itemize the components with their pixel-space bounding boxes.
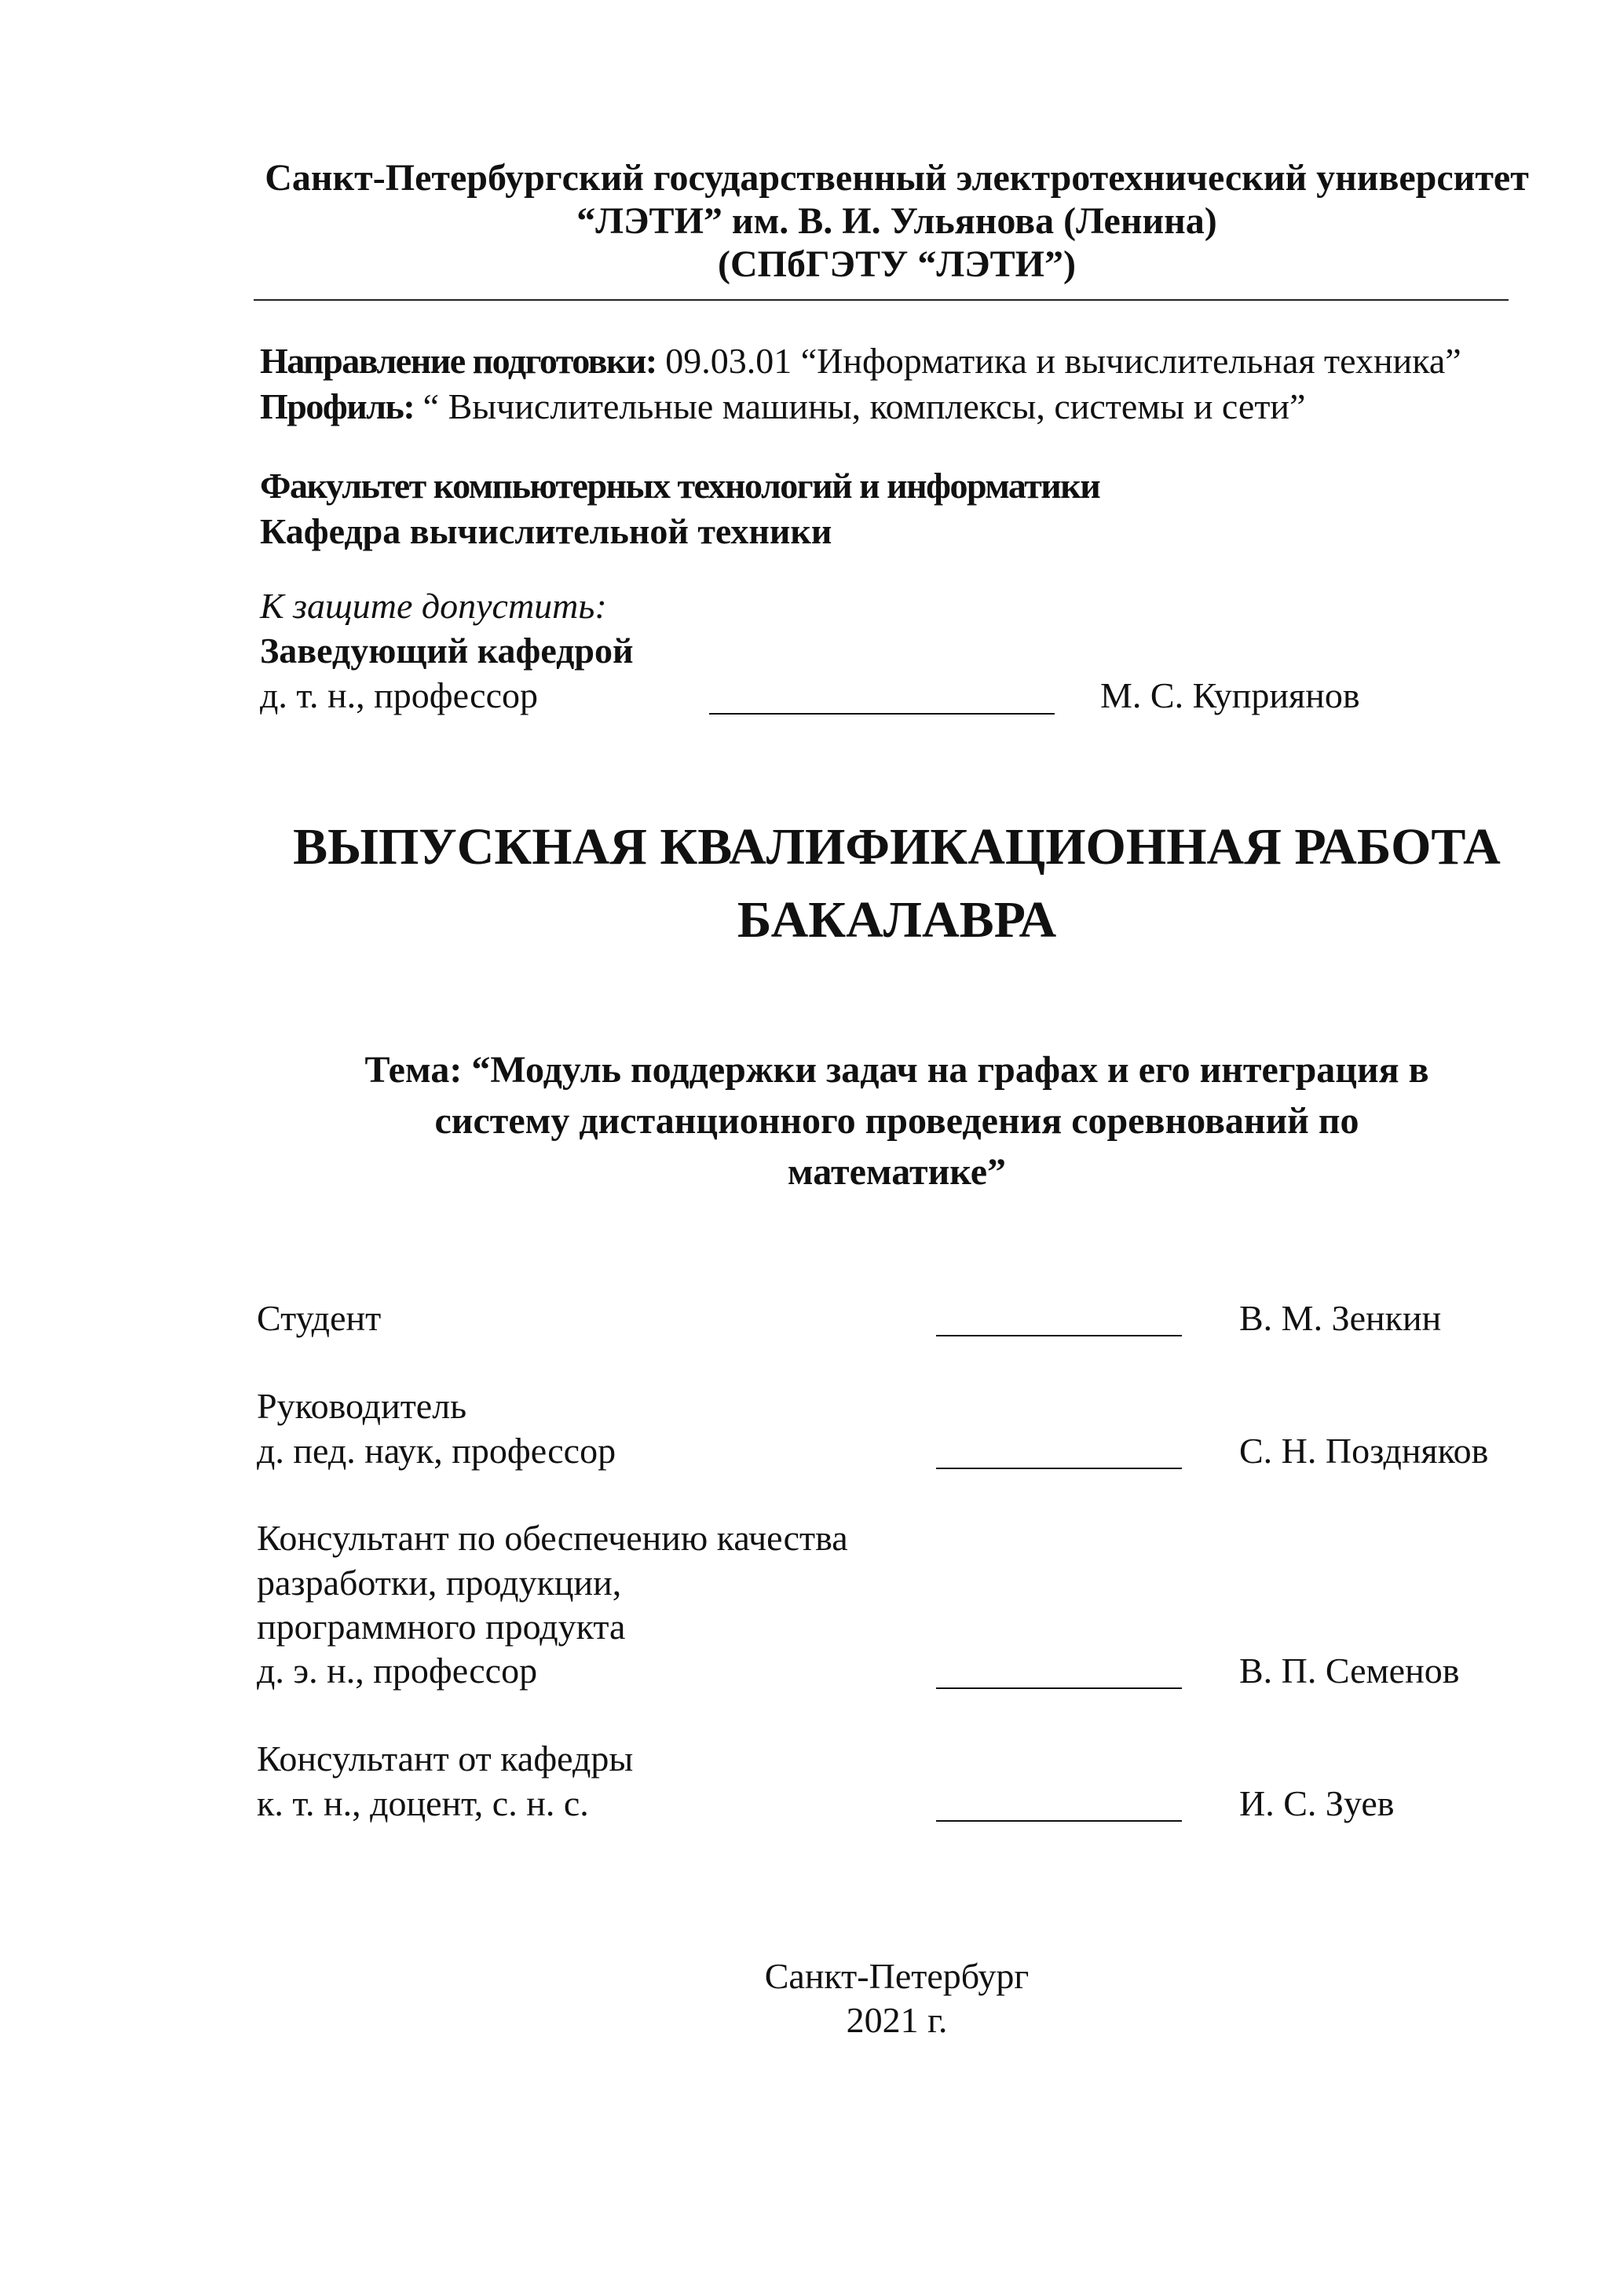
topic-line2: систему дистанционного проведения соревнований по (434, 1100, 1359, 1142)
supervisor-signature-line (936, 1468, 1182, 1469)
qa-consultant-role-line2: разработки, продукции, (257, 1563, 622, 1603)
thesis-title-line1: ВЫПУСКНАЯ КВАЛИФИКАЦИОННАЯ РАБОТА (293, 818, 1501, 876)
head-signature-line (709, 713, 1055, 715)
supervisor-name: С. Н. Поздняков (1239, 1431, 1489, 1471)
dept-consultant-degree: к. т. н., доцент, с. н. с. (257, 1783, 589, 1823)
direction-row (260, 338, 1461, 384)
direction-label: Направление подготовки: (260, 341, 657, 381)
head-of-department-name: М. С. Куприянов (1100, 675, 1360, 715)
student-role: Студент (257, 1298, 382, 1338)
faculty-name: Факультет компьютерных технологий и информатики (260, 466, 1100, 506)
dept-consultant-name: И. С. Зуев (1239, 1783, 1395, 1823)
qa-consultant-role-line1: Консультант по обеспечению качества (257, 1518, 848, 1558)
supervisor-role: Руководитель (257, 1386, 467, 1426)
profile-row (260, 384, 1305, 430)
head-of-department-degree: д. т. н., профессор (260, 675, 538, 715)
topic-line3: математике” (787, 1151, 1007, 1193)
university-name-line2: “ЛЭТИ” им. В. И. Ульянова (Ленина) (576, 200, 1217, 242)
dept-consultant-role: Консультант от кафедры (257, 1738, 634, 1779)
profile-value: “ Вычислительные машины, комплексы, системы и сети” (414, 386, 1306, 426)
profile-label: Профиль: (260, 386, 415, 426)
head-of-department-title: Заведующий кафедрой (260, 631, 634, 671)
footer-city: Санкт-Петербург (764, 1956, 1030, 1996)
student-name: В. М. Зенкин (1239, 1298, 1442, 1338)
supervisor-degree: д. пед. наук, профессор (257, 1431, 616, 1471)
topic-line1: Тема: “Модуль поддержки задач на графах и его интеграция в (364, 1049, 1429, 1091)
department-name: Кафедра вычислительной техники (260, 511, 832, 551)
qa-consultant-signature-line (936, 1687, 1182, 1689)
direction-value: 09.03.01 “Информатика и вычислительная техника” (656, 341, 1461, 381)
header-divider (254, 299, 1509, 301)
university-name-line1: Санкт-Петербургский государственный электротехнический университет (265, 157, 1529, 199)
admit-to-defense-label: К защите допустить: (260, 586, 607, 626)
student-signature-line (936, 1335, 1182, 1336)
footer-year: 2021 г. (846, 2000, 948, 2040)
qa-consultant-degree: д. э. н., профессор (257, 1651, 538, 1691)
qa-consultant-role-line3: программного продукта (257, 1607, 626, 1647)
dept-consultant-signature-line (936, 1820, 1182, 1822)
university-abbreviation: (СПбГЭТУ “ЛЭТИ”) (718, 243, 1076, 285)
qa-consultant-name: В. П. Семенов (1239, 1651, 1460, 1691)
thesis-title-line2: БАКАЛАВРА (737, 891, 1057, 949)
